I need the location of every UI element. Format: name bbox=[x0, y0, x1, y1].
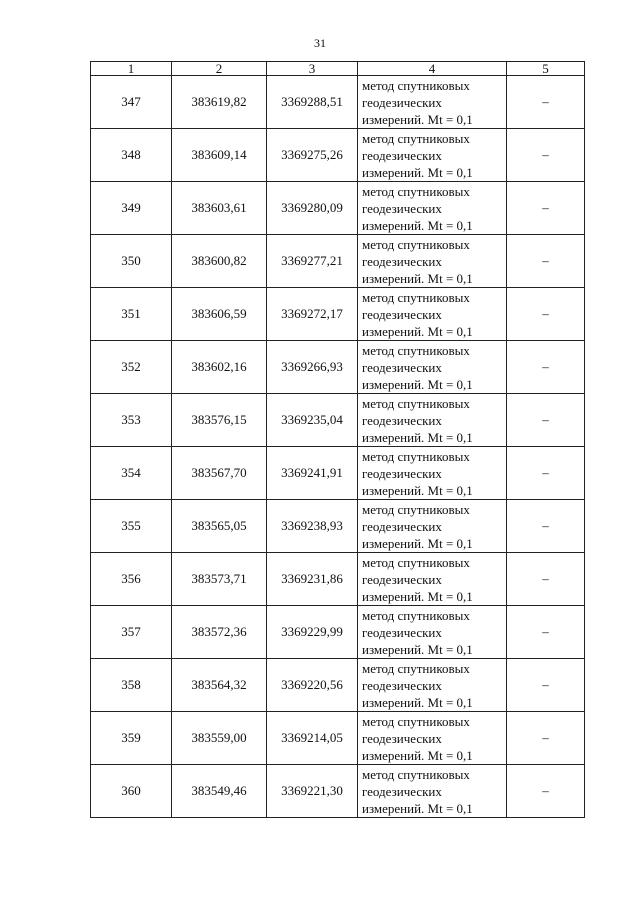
point-number-cell: 356 bbox=[91, 553, 172, 606]
method-line: геодезических bbox=[362, 571, 442, 587]
coord-y-cell: 3369214,05 bbox=[267, 712, 358, 765]
method-line: геодезических bbox=[362, 147, 442, 163]
header-row bbox=[91, 62, 585, 76]
method-line: геодезических bbox=[362, 94, 442, 110]
method-cell bbox=[358, 500, 507, 553]
point-number-cell: 354 bbox=[91, 447, 172, 500]
method-line: метод спутниковых bbox=[362, 289, 470, 305]
method-cell bbox=[358, 182, 507, 235]
method-line: измерений. Mt = 0,1 bbox=[362, 164, 473, 180]
coord-x-cell: 383559,00 bbox=[172, 712, 267, 765]
method-cell bbox=[358, 606, 507, 659]
point-number-cell: 359 bbox=[91, 712, 172, 765]
coord-y-cell: 3369266,93 bbox=[267, 341, 358, 394]
method-line: геодезических bbox=[362, 465, 442, 481]
method-line: геодезических bbox=[362, 306, 442, 322]
coord-x-cell: 383602,16 bbox=[172, 341, 267, 394]
method-line: геодезических bbox=[362, 730, 442, 746]
note-cell: – bbox=[507, 712, 585, 765]
method-cell bbox=[358, 765, 507, 818]
method-line: метод спутниковых bbox=[362, 448, 470, 464]
method-line: геодезических bbox=[362, 359, 442, 375]
note-cell: – bbox=[507, 606, 585, 659]
method-line: геодезических bbox=[362, 412, 442, 428]
coord-x-cell: 383600,82 bbox=[172, 235, 267, 288]
point-number-cell: 352 bbox=[91, 341, 172, 394]
note-cell: – bbox=[507, 235, 585, 288]
point-number-cell: 358 bbox=[91, 659, 172, 712]
method-cell bbox=[358, 659, 507, 712]
point-number-cell: 357 bbox=[91, 606, 172, 659]
method-line: метод спутниковых bbox=[362, 713, 470, 729]
note-cell: – bbox=[507, 447, 585, 500]
method-cell bbox=[358, 235, 507, 288]
method-cell bbox=[358, 553, 507, 606]
coord-y-cell: 3369231,86 bbox=[267, 553, 358, 606]
coord-y-cell: 3369220,56 bbox=[267, 659, 358, 712]
table-row bbox=[91, 182, 585, 235]
table-row bbox=[91, 288, 585, 341]
coord-y-cell: 3369238,93 bbox=[267, 500, 358, 553]
method-line: метод спутниковых bbox=[362, 130, 470, 146]
note-cell: – bbox=[507, 129, 585, 182]
method-line: измерений. Mt = 0,1 bbox=[362, 482, 473, 498]
method-line: геодезических bbox=[362, 783, 442, 799]
note-cell: – bbox=[507, 182, 585, 235]
note-cell: – bbox=[507, 341, 585, 394]
coord-x-cell: 383606,59 bbox=[172, 288, 267, 341]
method-line: метод спутниковых bbox=[362, 660, 470, 676]
coord-x-cell: 383565,05 bbox=[172, 500, 267, 553]
table-header bbox=[91, 62, 585, 76]
header-col-5: 5 bbox=[507, 62, 585, 76]
method-line: геодезических bbox=[362, 253, 442, 269]
coord-x-cell: 383567,70 bbox=[172, 447, 267, 500]
table-row bbox=[91, 341, 585, 394]
point-number-cell: 351 bbox=[91, 288, 172, 341]
header-col-1: 1 bbox=[91, 62, 172, 76]
coord-y-cell: 3369272,17 bbox=[267, 288, 358, 341]
method-cell bbox=[358, 712, 507, 765]
method-line: измерений. Mt = 0,1 bbox=[362, 217, 473, 233]
table-row bbox=[91, 606, 585, 659]
method-line: метод спутниковых bbox=[362, 554, 470, 570]
page-number: 31 bbox=[314, 36, 326, 50]
point-number-cell: 349 bbox=[91, 182, 172, 235]
table-row bbox=[91, 447, 585, 500]
coordinates-table bbox=[90, 61, 585, 818]
note-cell: – bbox=[507, 553, 585, 606]
point-number-cell: 350 bbox=[91, 235, 172, 288]
method-line: измерений. Mt = 0,1 bbox=[362, 641, 473, 657]
method-line: измерений. Mt = 0,1 bbox=[362, 800, 473, 816]
note-cell: – bbox=[507, 288, 585, 341]
method-cell bbox=[358, 129, 507, 182]
coord-x-cell: 383619,82 bbox=[172, 76, 267, 129]
coord-x-cell: 383603,61 bbox=[172, 182, 267, 235]
coord-y-cell: 3369235,04 bbox=[267, 394, 358, 447]
table-row bbox=[91, 129, 585, 182]
coord-x-cell: 383549,46 bbox=[172, 765, 267, 818]
method-line: геодезических bbox=[362, 624, 442, 640]
header-col-4: 4 bbox=[358, 62, 507, 76]
method-line: метод спутниковых bbox=[362, 236, 470, 252]
table-body bbox=[91, 76, 585, 818]
method-line: метод спутниковых bbox=[362, 766, 470, 782]
note-cell: – bbox=[507, 765, 585, 818]
method-line: измерений. Mt = 0,1 bbox=[362, 588, 473, 604]
table-row bbox=[91, 765, 585, 818]
method-line: метод спутниковых bbox=[362, 342, 470, 358]
method-line: метод спутниковых bbox=[362, 183, 470, 199]
coord-y-cell: 3369288,51 bbox=[267, 76, 358, 129]
method-line: метод спутниковых bbox=[362, 501, 470, 517]
point-number-cell: 360 bbox=[91, 765, 172, 818]
table-row bbox=[91, 659, 585, 712]
method-line: измерений. Mt = 0,1 bbox=[362, 747, 473, 763]
method-line: измерений. Mt = 0,1 bbox=[362, 270, 473, 286]
method-line: измерений. Mt = 0,1 bbox=[362, 694, 473, 710]
header-col-3: 3 bbox=[267, 62, 358, 76]
coord-y-cell: 3369241,91 bbox=[267, 447, 358, 500]
note-cell: – bbox=[507, 394, 585, 447]
point-number-cell: 355 bbox=[91, 500, 172, 553]
coord-y-cell: 3369229,99 bbox=[267, 606, 358, 659]
method-line: измерений. Mt = 0,1 bbox=[362, 535, 473, 551]
table-row bbox=[91, 235, 585, 288]
coord-y-cell: 3369221,30 bbox=[267, 765, 358, 818]
coord-y-cell: 3369280,09 bbox=[267, 182, 358, 235]
method-line: геодезических bbox=[362, 200, 442, 216]
method-cell bbox=[358, 76, 507, 129]
table-row bbox=[91, 553, 585, 606]
method-cell bbox=[358, 341, 507, 394]
point-number-cell: 348 bbox=[91, 129, 172, 182]
note-cell: – bbox=[507, 76, 585, 129]
method-line: метод спутниковых bbox=[362, 395, 470, 411]
coord-x-cell: 383576,15 bbox=[172, 394, 267, 447]
coord-x-cell: 383572,36 bbox=[172, 606, 267, 659]
table-row bbox=[91, 712, 585, 765]
method-line: метод спутниковых bbox=[362, 607, 470, 623]
coord-x-cell: 383564,32 bbox=[172, 659, 267, 712]
method-line: геодезических bbox=[362, 518, 442, 534]
header-col-2: 2 bbox=[172, 62, 267, 76]
table-row bbox=[91, 500, 585, 553]
method-cell bbox=[358, 394, 507, 447]
table-row bbox=[91, 76, 585, 129]
method-line: измерений. Mt = 0,1 bbox=[362, 323, 473, 339]
note-cell: – bbox=[507, 659, 585, 712]
coord-y-cell: 3369275,26 bbox=[267, 129, 358, 182]
coord-x-cell: 383609,14 bbox=[172, 129, 267, 182]
method-line: метод спутниковых bbox=[362, 77, 470, 93]
point-number-cell: 353 bbox=[91, 394, 172, 447]
method-line: измерений. Mt = 0,1 bbox=[362, 429, 473, 445]
method-line: измерений. Mt = 0,1 bbox=[362, 111, 473, 127]
table-row bbox=[91, 394, 585, 447]
method-cell bbox=[358, 447, 507, 500]
method-line: геодезических bbox=[362, 677, 442, 693]
note-cell: – bbox=[507, 500, 585, 553]
point-number-cell: 347 bbox=[91, 76, 172, 129]
coord-y-cell: 3369277,21 bbox=[267, 235, 358, 288]
method-cell bbox=[358, 288, 507, 341]
method-line: измерений. Mt = 0,1 bbox=[362, 376, 473, 392]
coord-x-cell: 383573,71 bbox=[172, 553, 267, 606]
